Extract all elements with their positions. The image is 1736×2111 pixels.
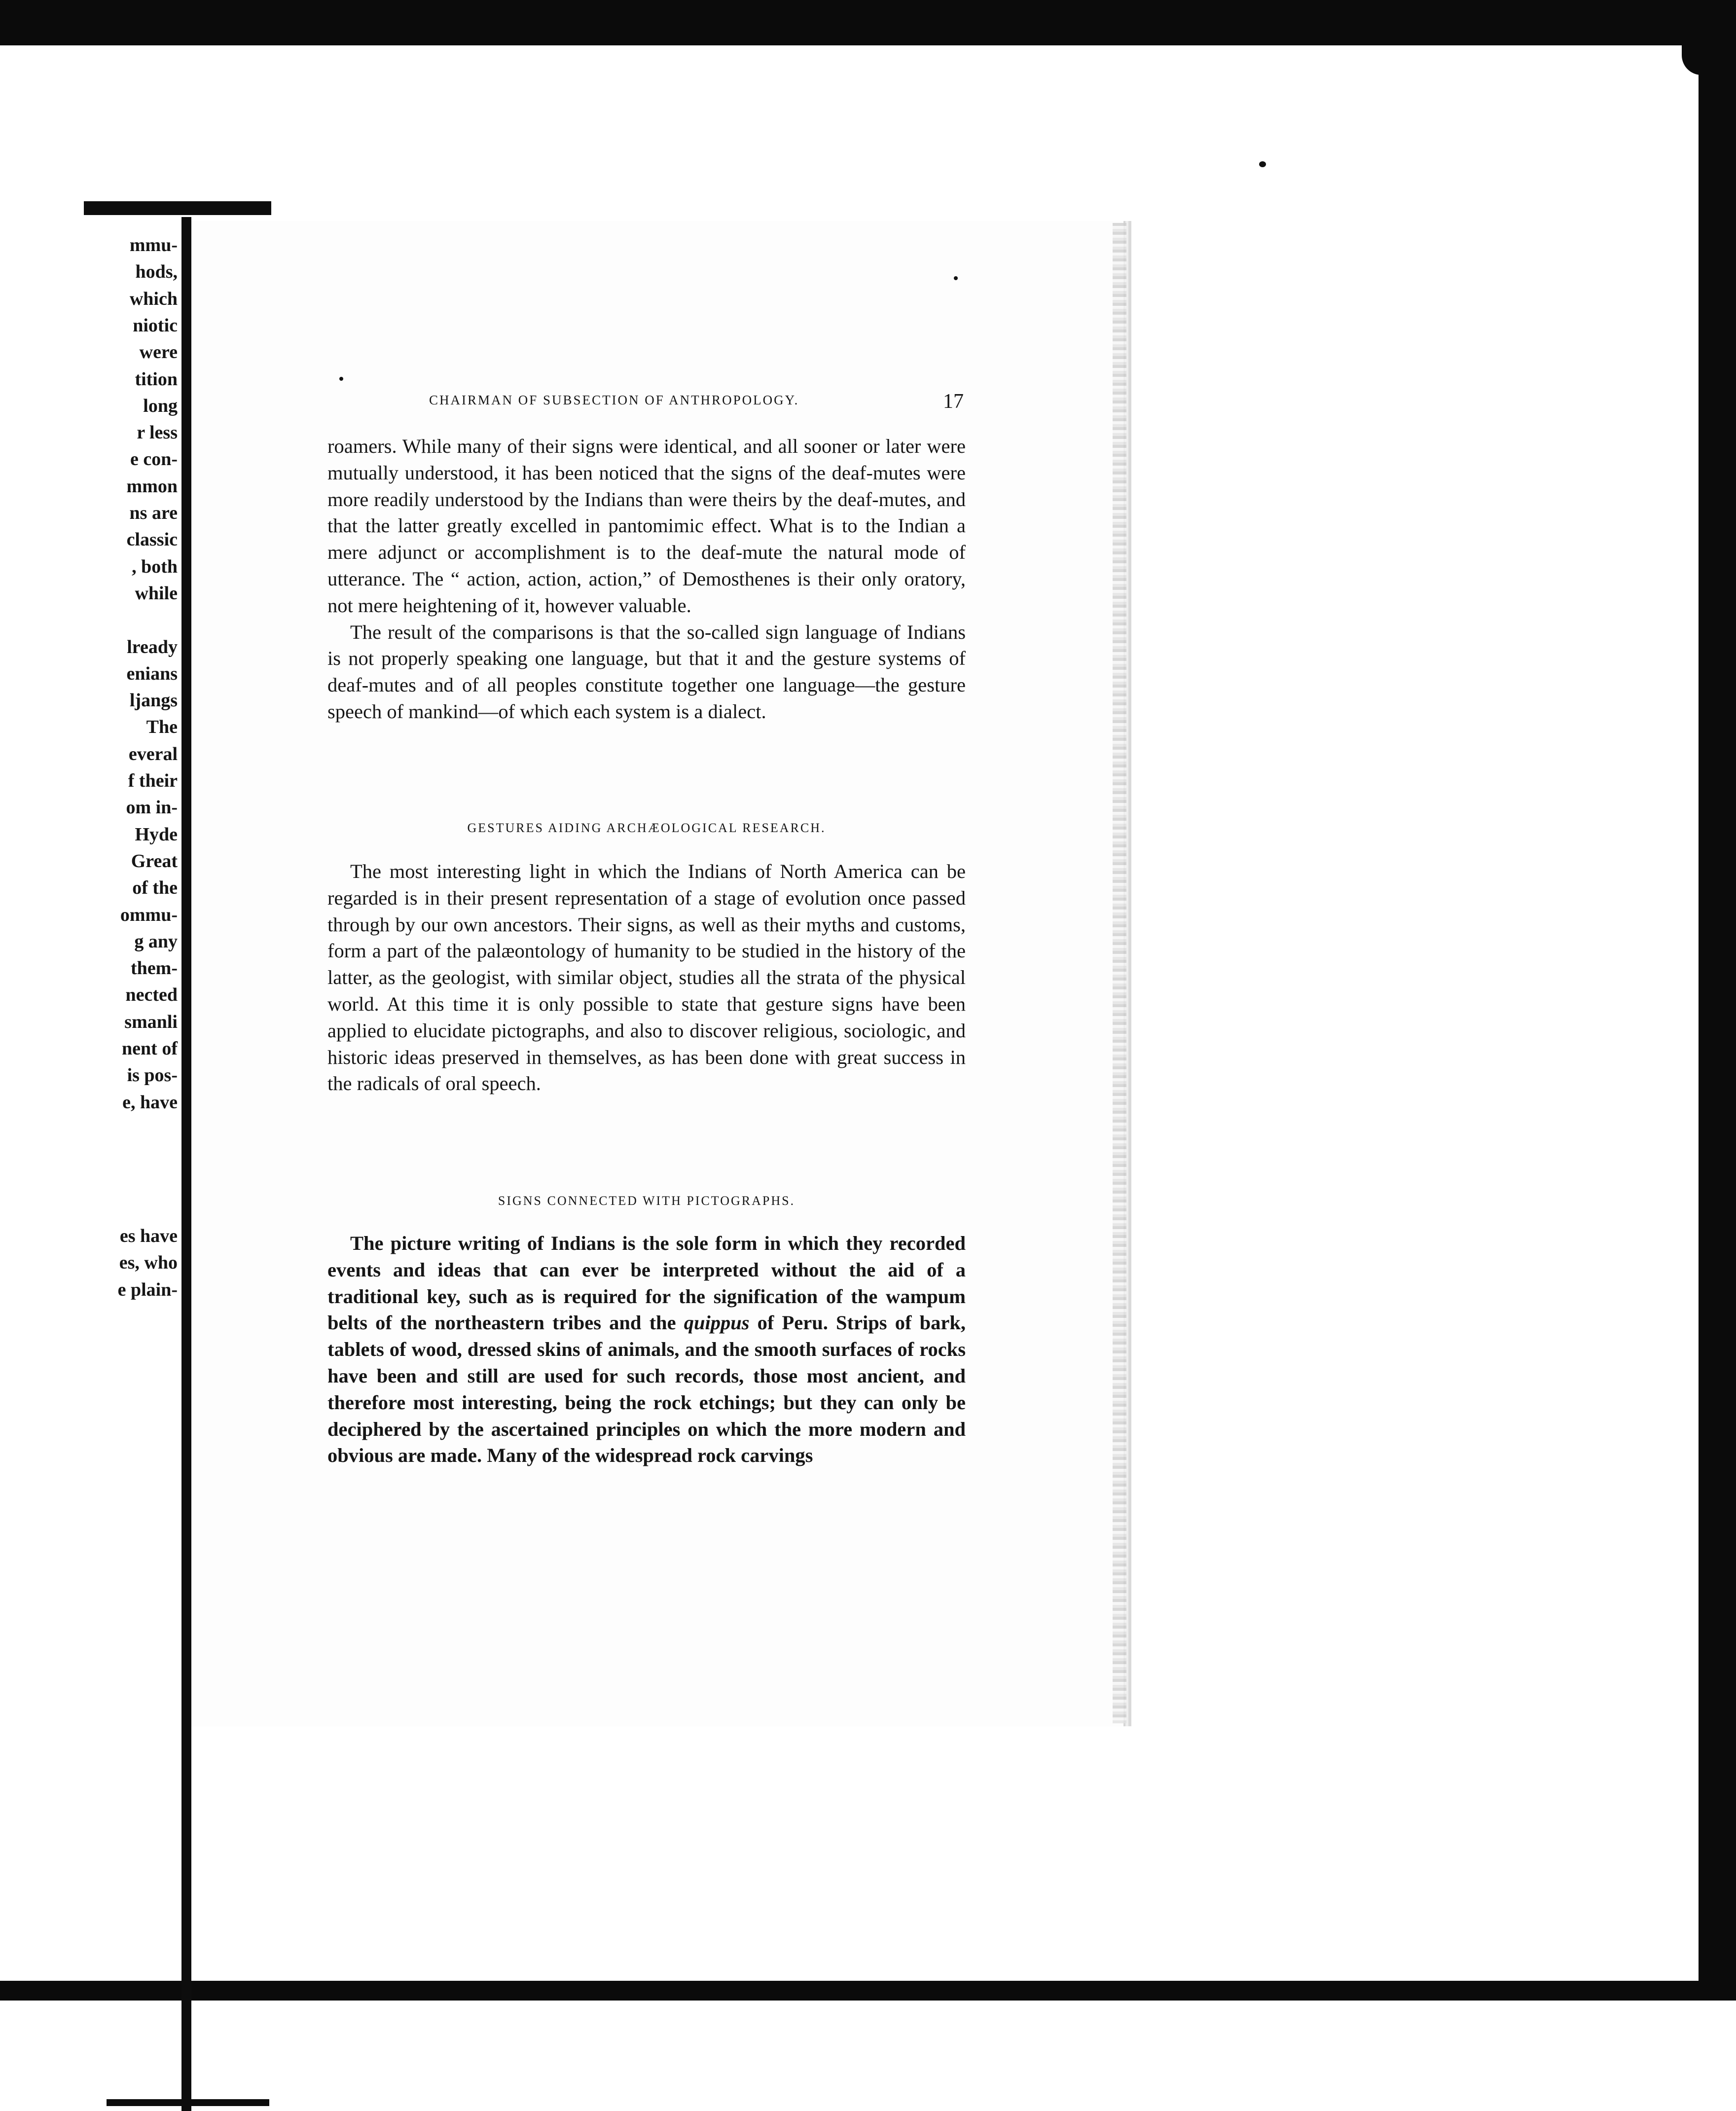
- book-spine-bottom: [107, 2099, 269, 2106]
- page-number: 17: [943, 390, 964, 413]
- facing-page-line: Hyde: [135, 824, 178, 845]
- facing-page-line: om in-: [126, 797, 178, 818]
- facing-page-line: smanli: [124, 1011, 178, 1032]
- facing-page-line: nected: [125, 984, 178, 1006]
- facing-page-line: long: [143, 395, 178, 416]
- paragraph: roamers. While many of their signs were identical, and all sooner or later were mutually understood, it has been noticed that the signs of the deaf-mutes were more readily understood by the Indians than were theirs by the deaf-mutes, and that the latter greatly excelled in pantomimic effect. What is to the Indian a mere adjunct or accomplishment is to the deaf-mute the natural mode of utterance. The “ action, action, action,” of Demosthenes is their only oratory, not mere heightening of it, however valuable.: [327, 435, 966, 617]
- facing-page-line: f their: [128, 770, 178, 791]
- speck-1: [1259, 161, 1266, 167]
- facing-page-line: ommu-: [120, 904, 178, 925]
- facing-page-line: while: [135, 582, 178, 604]
- section-heading-archaeology: GESTURES AIDING ARCHÆOLOGICAL RESEARCH.: [467, 821, 826, 835]
- facing-page-line: which: [129, 288, 178, 309]
- facing-page-line: , both: [132, 556, 178, 577]
- scan-border-right: [1699, 45, 1736, 2001]
- facing-page-line: were: [139, 342, 178, 363]
- scan-border-top: [0, 0, 1736, 45]
- facing-page-fragment: [0, 217, 178, 2111]
- paragraph-text: of Peru. Strips of bark, tablets of wood, dressed skins of animals, and the smooth surfaces of rocks have been and still are used for such records, those most ancient, and therefore most interesting, being the rock etchings; but they can only be deciphered by the ascertained principles on which the more modern and obvious are made. Many of the widespread rock carvings: [327, 1311, 966, 1467]
- running-head: CHAIRMAN OF SUBSECTION OF ANTHROPOLOGY.: [429, 393, 799, 407]
- speck-2: [954, 276, 958, 280]
- facing-page-line: Great: [131, 850, 178, 872]
- scan-border-corner: [1682, 45, 1701, 75]
- facing-page-line: nent of: [122, 1038, 178, 1059]
- facing-page-line: enians: [126, 663, 178, 684]
- facing-page-line: mmu-: [129, 235, 178, 255]
- scan-border-bottom: [0, 1981, 1736, 2001]
- italic-term: quippus: [684, 1311, 750, 1334]
- body-text-1: [327, 433, 966, 725]
- facing-page-line: g any: [134, 931, 178, 952]
- body-text-2: [327, 858, 966, 1097]
- page-edge: [1113, 223, 1126, 1723]
- section-heading-pictographs: SIGNS CONNECTED WITH PICTOGRAPHS.: [498, 1194, 796, 1208]
- facing-page-line: niotic: [133, 315, 178, 336]
- facing-page-line: es have: [119, 1226, 178, 1247]
- facing-page-line: of the: [132, 877, 178, 899]
- book-spine-top: [84, 201, 271, 215]
- facing-page-line: ljangs: [129, 690, 178, 711]
- paragraph: The result of the comparisons is that the so-called sign language of Indians is not properly speaking one language, but that it and the gesture systems of deaf-mutes and of all peoples constitute together one language—the gesture speech of mankind—of which each system is a dialect.: [327, 620, 966, 723]
- facing-page-line: classic: [126, 529, 178, 550]
- facing-page-line: e, have: [122, 1092, 178, 1113]
- speck-3: [339, 377, 343, 381]
- facing-page-line: everal: [128, 743, 178, 764]
- paragraph: The most interesting light in which the Indians of North America can be regarded is in their present representation of a stage of evolution once passed through by our own ancestors. Their signs, as well as their myths and customs, form a part of the palæontology of humanity to be studied in the history of the latter, as the geologist, with similar object, studies all the strata of the physical world. At this time it is only possible to state that gesture signs have been applied to elucidate pictographs, and also to discover religious, sociologic, and historic ideas preserved in themselves, as has been done with great success in the radicals of oral speech.: [327, 860, 966, 1095]
- facing-page-line: tition: [135, 368, 178, 390]
- paragraph-text: The picture writing of Indians is the sole form in which they recorded events and ideas that can ever be interpreted without the aid of a traditional key, such as is required for the signification of the wampum belts of the northeastern tribes and the: [327, 1232, 966, 1334]
- body-text-3: [327, 1230, 966, 1469]
- facing-page-line: The: [146, 717, 178, 738]
- facing-page-line: mmon: [126, 475, 178, 497]
- book-spine: [181, 217, 191, 2111]
- facing-page-line: ns are: [129, 503, 178, 523]
- facing-page-line: r less: [137, 422, 178, 443]
- paragraph: [327, 1230, 966, 1469]
- facing-page-line: es, who: [119, 1252, 178, 1274]
- facing-page-line: lready: [127, 636, 178, 657]
- facing-page-line: e con-: [130, 449, 178, 470]
- facing-page-line: is pos-: [127, 1065, 178, 1086]
- facing-page-line: e plain-: [117, 1279, 178, 1300]
- facing-page-line: hods,: [135, 261, 178, 283]
- facing-page-line: them-: [131, 958, 178, 979]
